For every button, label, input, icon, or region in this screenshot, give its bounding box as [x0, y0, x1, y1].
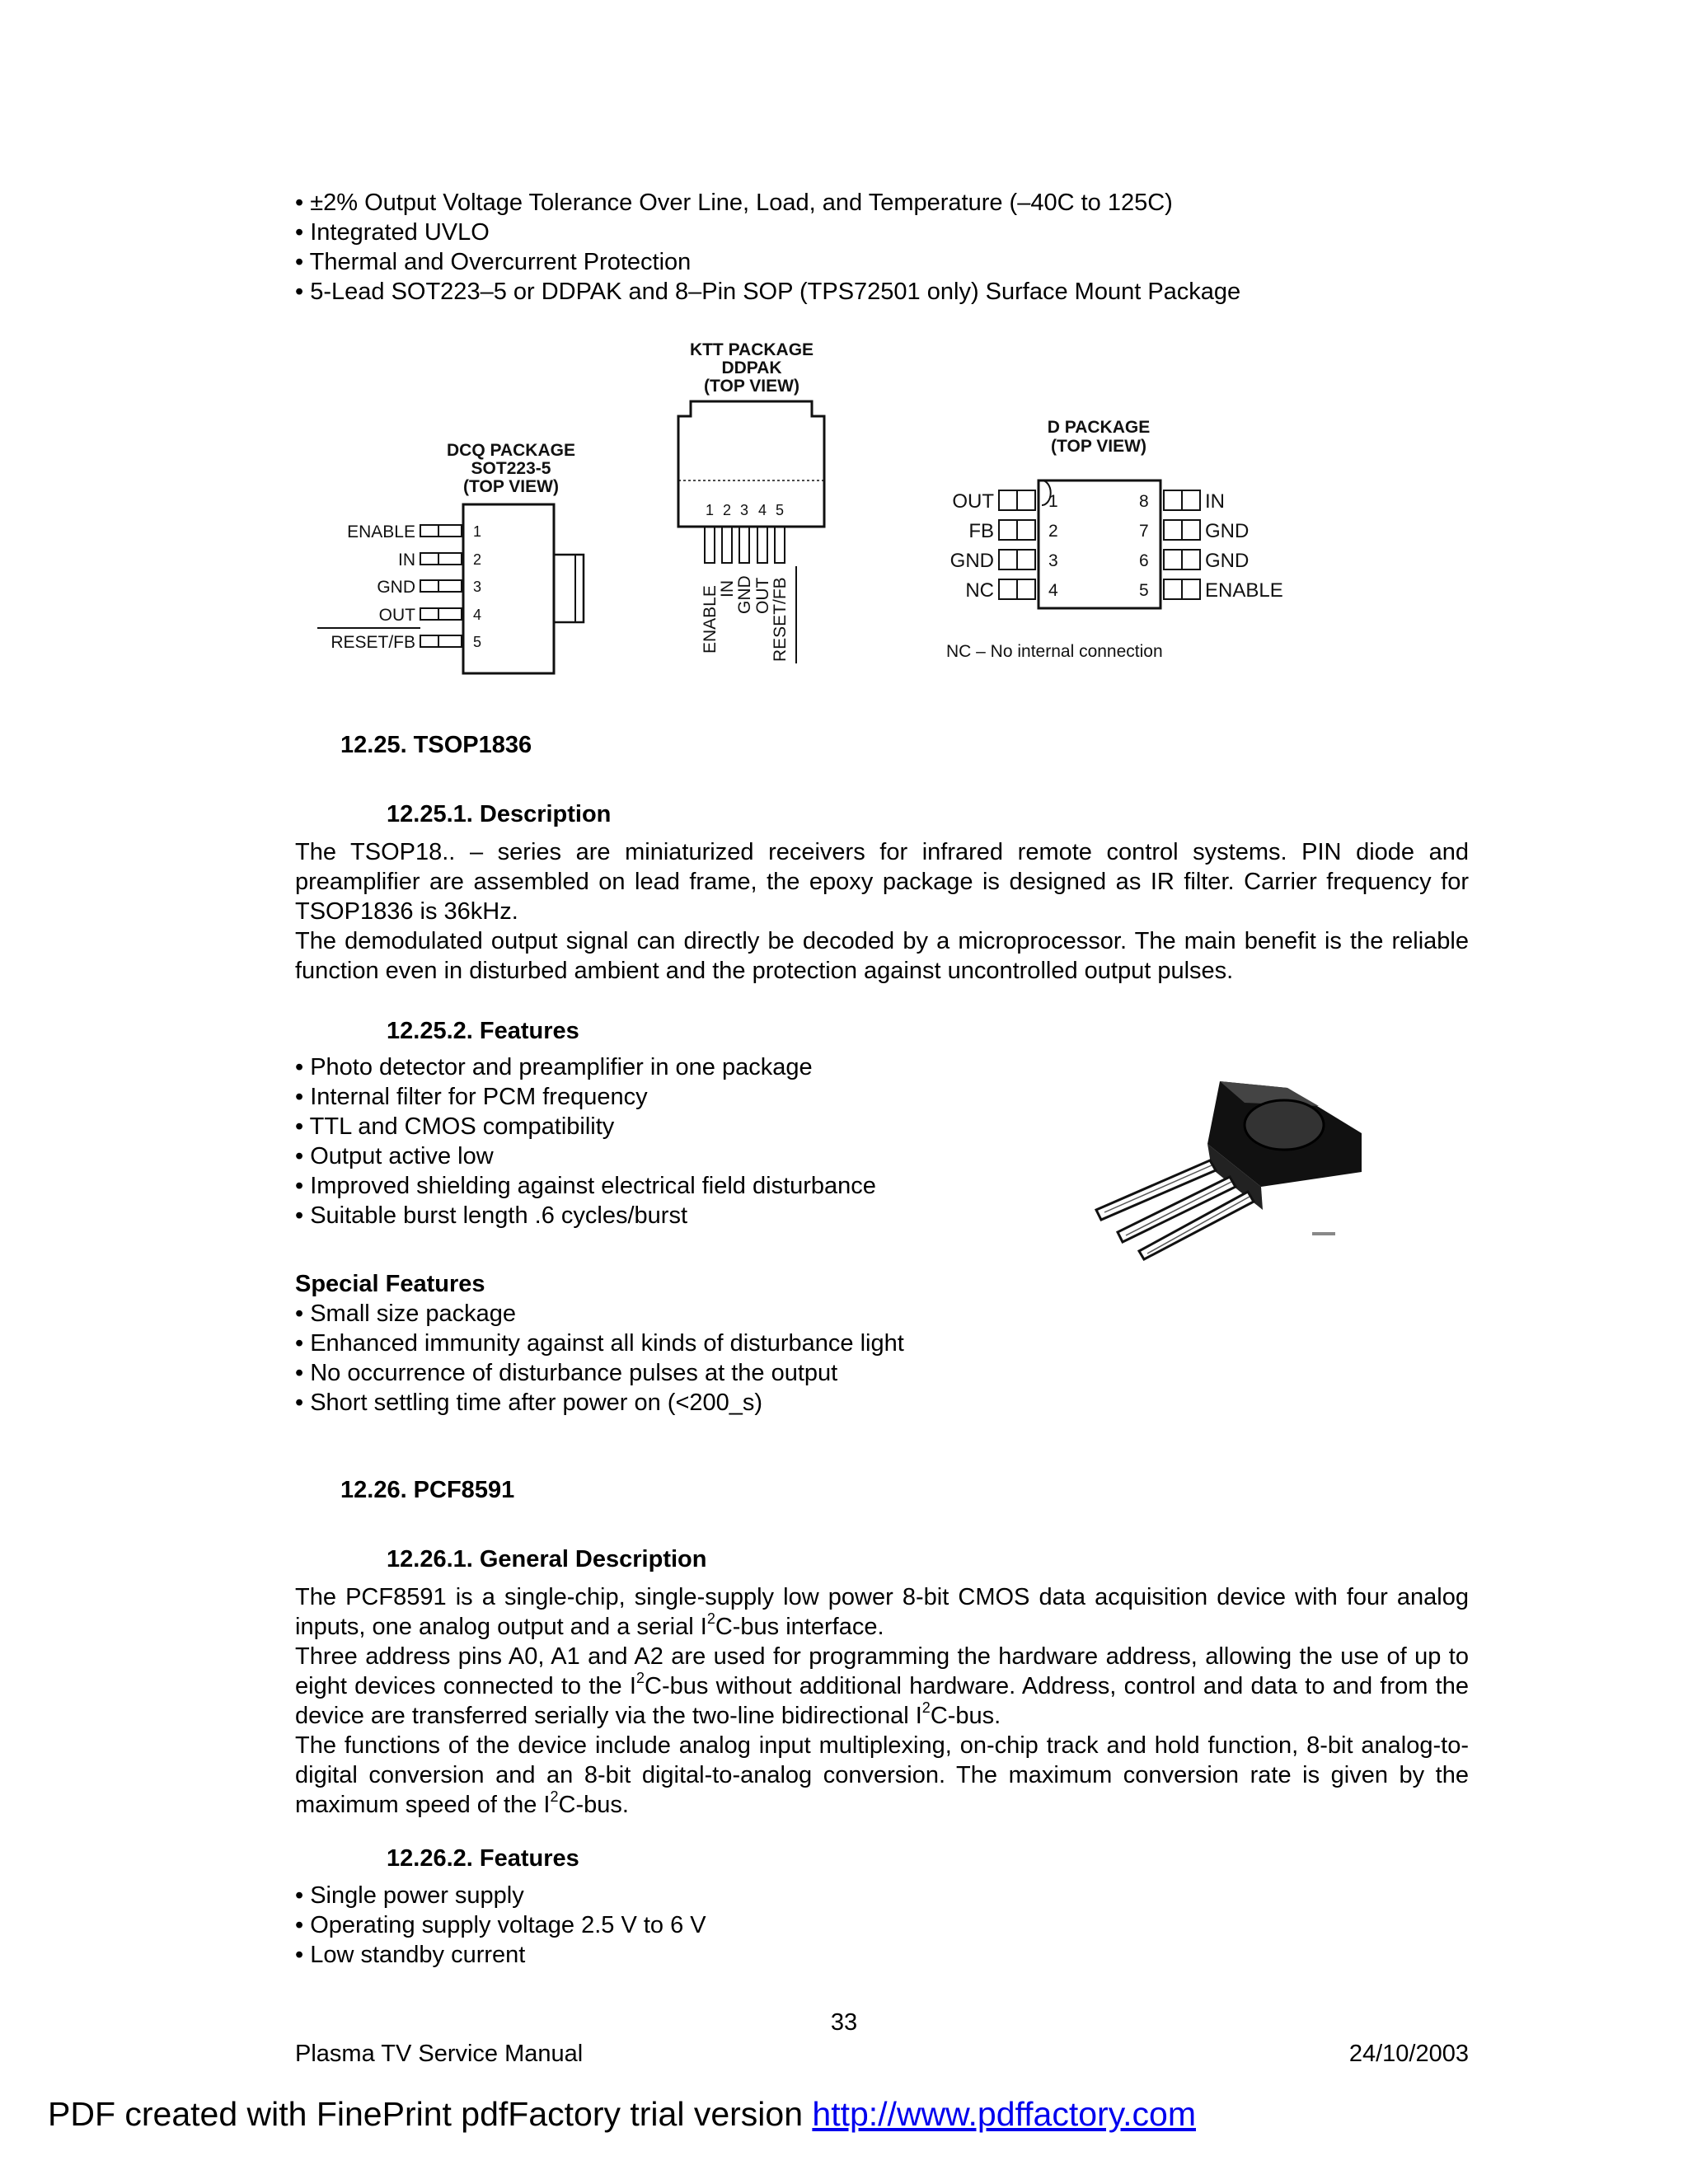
subsection-heading-general-description: 12.26.1. General Description — [387, 1546, 707, 1572]
d-pin-num: 7 — [1139, 522, 1149, 541]
tsop-features-list — [295, 1052, 1037, 1230]
dcq-package — [317, 441, 584, 673]
list-item: • No occurrence of disturbance pulses at the output — [295, 1360, 838, 1386]
list-item: • Low standby current — [295, 1942, 526, 1968]
dcq-tab — [554, 555, 584, 622]
special-features-heading: Special Features — [295, 1271, 485, 1297]
d-pin-fb: FB — [968, 520, 994, 542]
list-item: • Improved shielding against electrical field disturbance — [295, 1173, 876, 1199]
dcq-pin-num: 5 — [473, 634, 482, 650]
d-title-2: (TOP VIEW) — [1051, 437, 1146, 456]
ktt-title-1: KTT PACKAGE — [689, 340, 814, 359]
dcq-pin-num: 1 — [473, 523, 482, 540]
ktt-pin-in: IN — [718, 580, 737, 598]
d-pin-nc: NC — [965, 579, 994, 602]
ktt-pin-num: 4 — [757, 502, 767, 518]
footer-date: 24/10/2003 — [1348, 2041, 1469, 2067]
ktt-pin-num: 3 — [739, 502, 749, 518]
list-item: • Thermal and Overcurrent Protection — [295, 249, 692, 275]
dcq-pin-enable: ENABLE — [347, 523, 415, 541]
d-package — [946, 418, 1283, 661]
paragraph: The TSOP18.. – series are miniaturized receivers for infrared remote control systems. PIN diode and preamplifier are assembled on lead frame, the epoxy package is designed as IR filter. Carrier frequency for TSOP1836 is 36kHz. — [295, 839, 1469, 925]
subsection-heading-description: 12.25.1. Description — [387, 801, 612, 827]
list-item: • Single power supply — [295, 1882, 524, 1909]
ktt-title-3: (TOP VIEW) — [704, 377, 799, 396]
list-item: • Output active low — [295, 1143, 494, 1169]
d-pin-num: 1 — [1048, 492, 1058, 511]
tsop-description — [295, 837, 1469, 986]
list-item: • Suitable burst length .6 cycles/burst — [295, 1202, 688, 1229]
section-heading-tsop1836: 12.25. TSOP1836 — [340, 732, 532, 758]
dcq-title-3: (TOP VIEW) — [463, 477, 559, 496]
dcq-title-1: DCQ PACKAGE — [447, 441, 575, 460]
list-item: • Internal filter for PCM frequency — [295, 1084, 648, 1110]
paragraph: The demodulated output signal can directly be decoded by a microprocessor. The main benefit is the reliable function even in disturbed ambient and the protection against uncontrolled output pulses. — [295, 928, 1469, 984]
ktt-pin-out: OUT — [753, 577, 772, 614]
d-pin-in: IN — [1205, 490, 1225, 513]
d-pin-gnd: GND — [1205, 520, 1250, 542]
page-number: 33 — [830, 2009, 858, 2036]
paragraph: Three address pins A0, A1 and A2 are used for programming the hardware address, allowing the use of up to eight devices connected to the $I^2C$-bus without additional hardware. Address, control and data to and from the device are transferred serially via the two-line bidirectional $I^2C$-bus. — [295, 1643, 1469, 1729]
paragraph: The functions of the device include analog input multiplexing, on-chip track and hold function, 8-bit analog-to-digital conversion and an 8-bit digital-to-analog conversion. The maximum conversion rate is given by the maximum speed of the $I^2C$-bus. — [295, 1732, 1469, 1818]
subsection-heading-features: 12.25.2. Features — [387, 1018, 579, 1044]
dcq-pin-in: IN — [398, 551, 415, 569]
subsection-heading-pcf-features: 12.26.2. Features — [387, 1845, 579, 1872]
d-pin-num: 8 — [1139, 492, 1149, 511]
ktt-pin-reset: RESET/FB — [771, 577, 790, 662]
ktt-title-2: DDPAK — [721, 359, 782, 377]
list-item: • Enhanced immunity against all kinds of disturbance light — [295, 1330, 904, 1357]
pcf-features-list — [295, 1881, 1037, 1970]
list-item: • TTL and CMOS compatibility — [295, 1113, 615, 1140]
list-item: • Integrated UVLO — [295, 219, 490, 246]
dcq-pin-num: 2 — [473, 551, 482, 568]
banner-text: PDF created with FinePrint pdfFactory trial version — [48, 2095, 813, 2133]
pdffactory-link[interactable]: http://www.pdffactory.com — [812, 2095, 1197, 2133]
d-pin-num: 4 — [1048, 581, 1058, 600]
list-item: • 5-Lead SOT223–5 or DDPAK and 8–Pin SOP (TPS72501 only) Surface Mount Package — [295, 279, 1241, 305]
special-features-list — [295, 1299, 1037, 1418]
pcf-description — [295, 1582, 1469, 1820]
dcq-pin-out: OUT — [378, 606, 415, 625]
package-pinout-diagram — [313, 334, 1327, 680]
dcq-pin-gnd: GND — [377, 578, 415, 597]
list-item: • Small size package — [295, 1301, 517, 1327]
ktt-pin-num: 5 — [775, 502, 785, 518]
ktt-package — [678, 340, 824, 663]
d-pin-num: 6 — [1139, 551, 1149, 570]
tsop-component-image — [1071, 1063, 1376, 1261]
list-item: • Photo detector and preamplifier in one package — [295, 1054, 813, 1080]
paragraph: The PCF8591 is a single-chip, single-supply low power 8-bit CMOS data acquisition device with four analog inputs, one analog output and a serial $I^2C$-bus interface. — [295, 1584, 1469, 1640]
d-pin-enable: ENABLE — [1205, 579, 1283, 602]
d-title-1: D PACKAGE — [1047, 418, 1151, 437]
d-pin-num: 2 — [1048, 522, 1058, 541]
section-heading-pcf8591: 12.26. PCF8591 — [340, 1477, 515, 1503]
dcq-pin-num: 3 — [473, 579, 482, 595]
dcq-pin-num: 4 — [473, 607, 482, 623]
ktt-body — [678, 401, 824, 527]
ktt-pin-gnd: GND — [735, 575, 754, 614]
ktt-pin-num: 1 — [705, 502, 715, 518]
list-item: • ±2% Output Voltage Tolerance Over Line, Load, and Temperature (–40C to 125C) — [295, 190, 1173, 216]
dcq-pin-reset: RESET/FB — [331, 633, 415, 652]
dcq-title-2: SOT223-5 — [471, 459, 551, 478]
ktt-pin-enable: ENABLE — [701, 585, 720, 654]
d-pin-num: 5 — [1139, 581, 1149, 600]
d-pin-out: OUT — [952, 490, 994, 513]
top-bullet-list — [295, 188, 1531, 307]
pdf-trial-banner — [48, 2095, 1196, 2134]
list-item: • Operating supply voltage 2.5 V to 6 V — [295, 1912, 706, 1938]
ktt-pin-num: 2 — [722, 502, 732, 518]
d-pin-gnd: GND — [950, 550, 994, 572]
list-item: • Short settling time after power on (<200_s) — [295, 1390, 763, 1416]
d-pin-num: 3 — [1048, 551, 1058, 570]
nc-note: NC – No internal connection — [946, 642, 1163, 661]
footer-title: Plasma TV Service Manual — [295, 2041, 584, 2067]
d-pin-gnd: GND — [1205, 550, 1250, 572]
